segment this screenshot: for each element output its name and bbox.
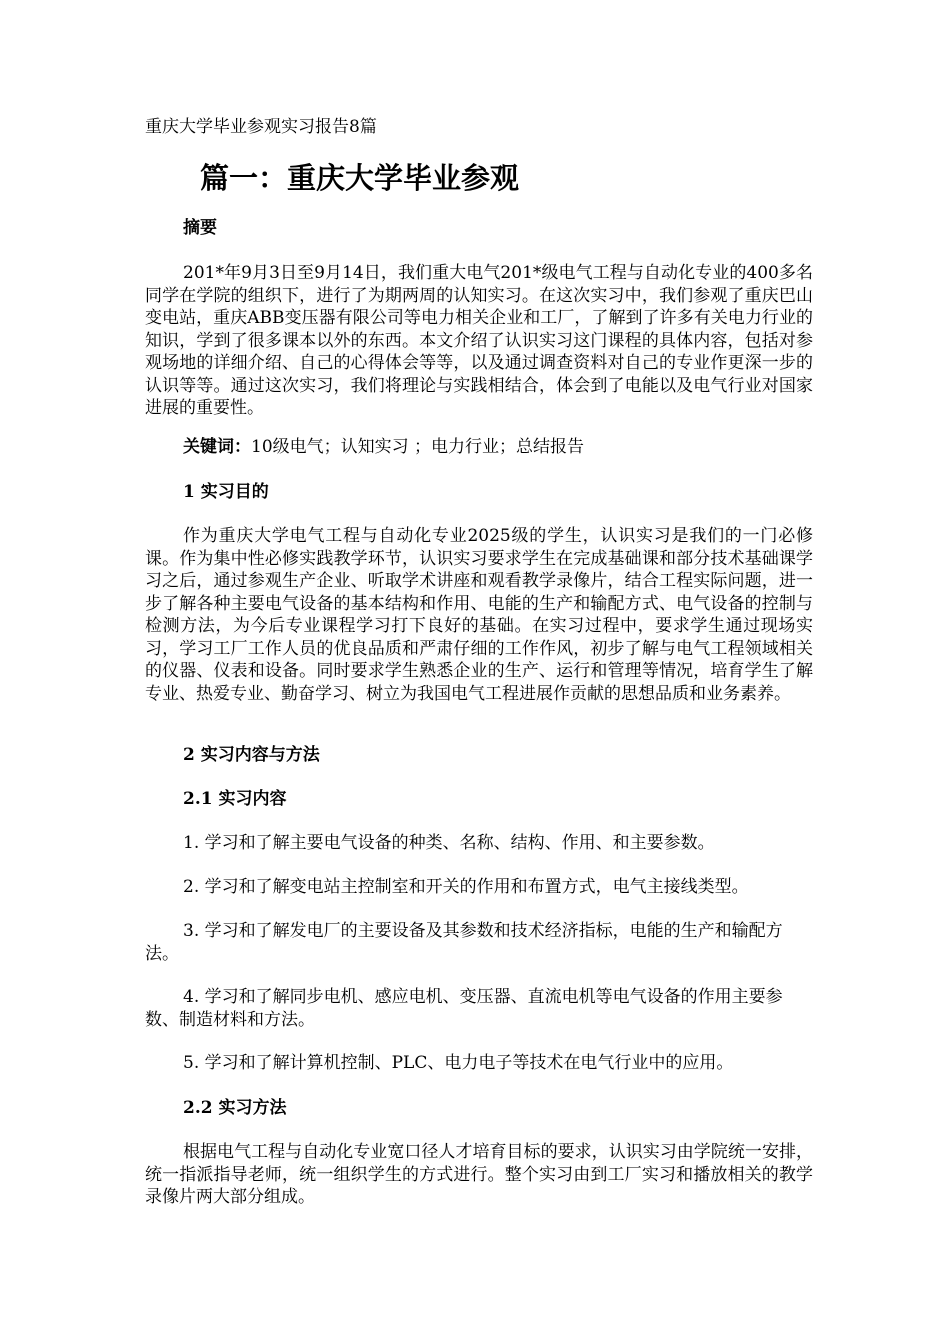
keywords-line [145,436,813,459]
section-heading-content-method: 2 实习内容与方法 [183,745,320,765]
subsection-heading-method: 2.2 实习方法 [183,1098,287,1118]
document-title: 重庆大学毕业参观实习报告8篇 [145,117,377,137]
article-heading: 篇一：重庆大学毕业参观 [200,161,520,195]
content-list-item: 5. 学习和了解计算机控制、PLC、电力电子等技术在电气行业中的应用。 [183,1053,734,1073]
keywords-text: 10级电气；认知实习 ；电力行业；总结报告 [251,437,585,457]
abstract-paragraph: 201*年9月3日至9月14日，我们重大电气201*级电气工程与自动化专业的400多名同学在学院的组织下，进行了为期两周的认知实习。在这次实习中，我们参观了重庆巴山变电站，重庆ABB变压器有限公司等电力相关企业和工厂，了解到了许多有关电力行业的知识，学到了很多课本以外的东西。本文介绍了认识实习这门课程的具体内容，包括对参观场地的详细介绍、自己的心得体会等等，以及通过调查资料对自己的专业作更深一步的认识等等。通过这次实习，我们将理论与实践相结合，体会到了电能以及电气行业对国家进展的重要性。 [145,263,813,418]
content-list-item: 3. 学习和了解发电厂的主要设备及其参数和技术经济指标，电能的生产和输配方法。 [145,921,783,964]
content-list-item: 1. 学习和了解主要电气设备的种类、名称、结构、作用、和主要参数。 [183,833,715,853]
content-list-item: 2. 学习和了解变电站主控制室和开关的作用和布置方式，电气主接线类型。 [183,877,749,897]
subsection-heading-content: 2.1 实习内容 [183,789,287,809]
keywords-label: 关键词： [183,437,251,457]
abstract-heading: 摘要 [183,218,217,238]
content-list-item: 4. 学习和了解同步电机、感应电机、变压器、直流电机等电气设备的作用主要参数、制造材料和方法。 [145,987,783,1030]
section-heading-purpose: 1 实习目的 [183,482,269,502]
method-paragraph: 根据电气工程与自动化专业宽口径人才培育目标的要求，认识实习由学院统一安排，统一指派指导老师，统一组织学生的方式进行。整个实习由到工厂实习和播放相关的教学录像片两大部分组成。 [145,1142,813,1207]
purpose-paragraph: 作为重庆大学电气工程与自动化专业2025级的学生，认识实习是我们的一门必修课。作为集中性必修实践教学环节，认识实习要求学生在完成基础课和部分技术基础课学习之后，通过参观生产企业、听取学术讲座和观看教学录像片，结合工程实际问题，进一步了解各种主要电气设备的基本结构和作用、电能的生产和输配方式、电气设备的控制与检测方法，为今后专业课程学习打下良好的基础。在实习过程中，要求学生通过现场实习，学习工厂工作人员的优良品质和严肃仔细的工作作风，初步了解与电气工程领域相关的仪器、仪表和设备。同时要求学生熟悉企业的生产、运行和管理等情况，培育学生了解专业、热爱专业、勤奋学习、树立为我国电气工程进展作贡献的思想品质和业务素养。 [145,526,813,704]
